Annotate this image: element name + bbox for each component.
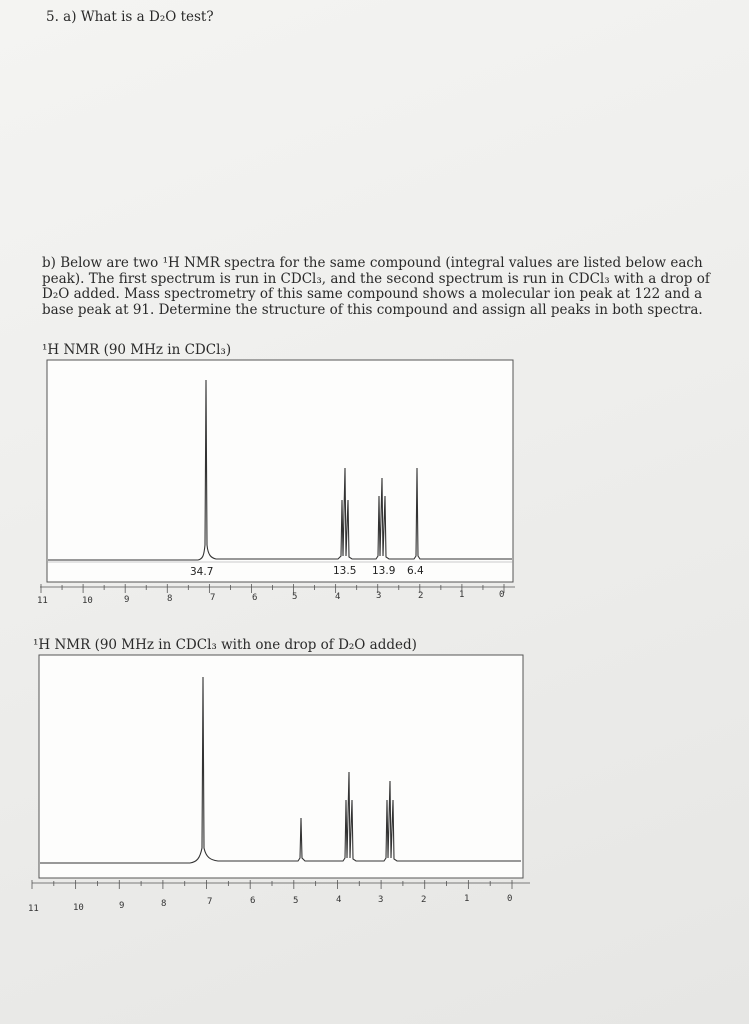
question-b: b) Below are two ¹H NMR spectra for the same compound (integral values are listed below each peak). The first spectrum is run in CDCl₃, and the second spectrum is run in CDCl₃ with a drop of D₂O added. Mass spectrometry of this same compound shows a molecular ion peak at 122 and a base peak at 91. Determine the structure of this compound and assign all peaks in both spectra.	[42, 255, 710, 318]
axis-label: 1	[459, 590, 465, 600]
question-a: 5. a) What is a D₂O test?	[46, 9, 214, 25]
axis-label: 6	[252, 593, 258, 603]
axis-label: 7	[210, 593, 216, 603]
axis-label: 9	[124, 595, 130, 605]
axis-label: 11	[37, 596, 48, 606]
axis-label: 11	[28, 904, 39, 914]
spectrum-1-frame	[47, 360, 513, 582]
axis-label: 0	[499, 590, 505, 600]
axis-label: 8	[167, 594, 173, 604]
axis-label: 7	[207, 897, 213, 907]
axis-label: 3	[378, 895, 384, 905]
axis-label: 5	[293, 896, 299, 906]
axis-label: 2	[418, 591, 424, 601]
integral-label: 34.7	[190, 566, 214, 578]
integral-label: 6.4	[407, 565, 424, 577]
axis-label: 8	[161, 899, 167, 909]
axis-label: 4	[335, 592, 341, 602]
integral-label: 13.5	[333, 565, 357, 577]
axis-label: 4	[336, 895, 342, 905]
spectrum-1-title: ¹H NMR (90 MHz in CDCl₃)	[42, 342, 232, 358]
integral-label: 13.9	[372, 565, 396, 577]
axis-label: 5	[292, 592, 298, 602]
axis-label: 3	[376, 591, 382, 601]
axis-label: 0	[507, 894, 513, 904]
spectrum-2-frame	[39, 655, 523, 878]
axis-label: 6	[250, 896, 256, 906]
axis-label: 1	[464, 894, 470, 904]
axis-label: 9	[119, 901, 125, 911]
axis-label: 2	[421, 895, 427, 905]
spectrum-2-title: ¹H NMR (90 MHz in CDCl₃ with one drop of D₂O added)	[33, 637, 417, 653]
axis-label: 10	[82, 596, 93, 606]
axis-label: 10	[73, 903, 84, 913]
